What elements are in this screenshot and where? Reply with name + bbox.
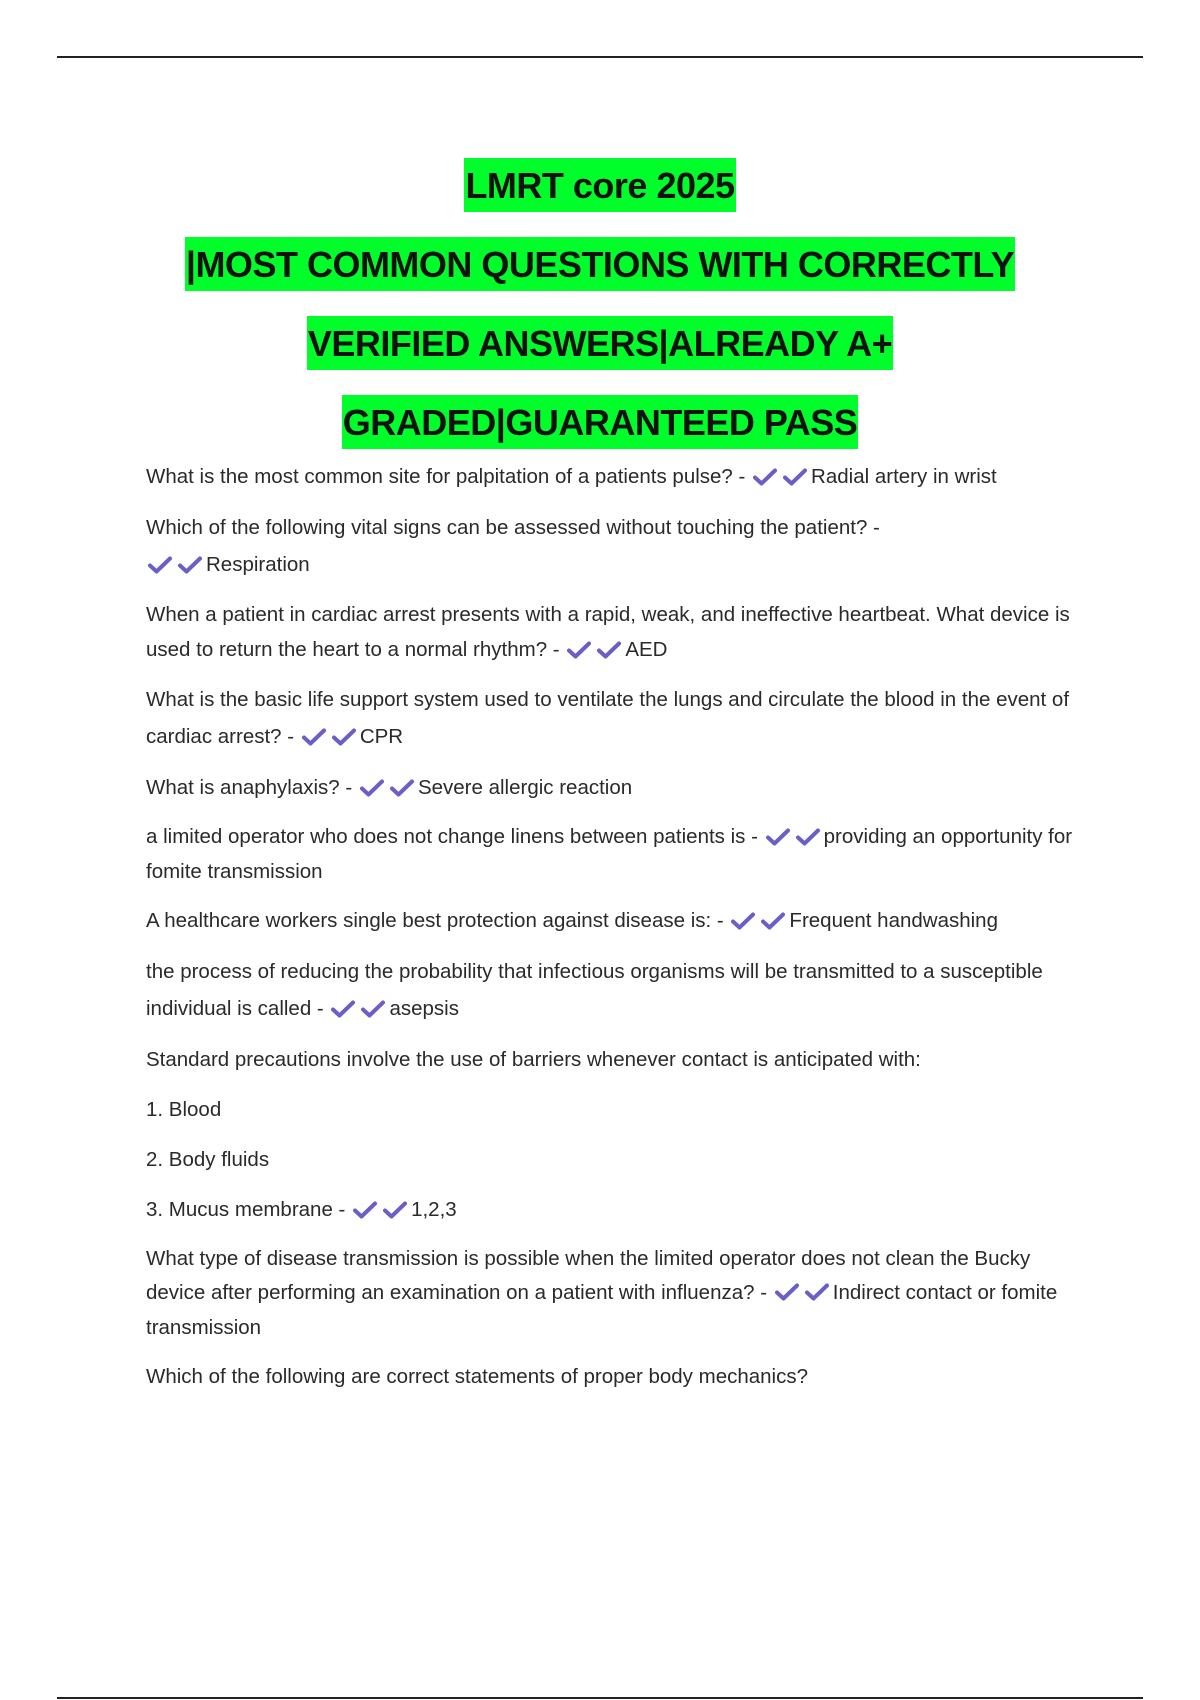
qa-item: [146, 458, 1086, 496]
list-item: 3. Mucus membrane -: [146, 1198, 352, 1222]
double-check-icon: [766, 819, 822, 853]
qa-item: [146, 953, 1086, 1028]
double-check-icon: [148, 545, 204, 582]
question-text: Which of the following are correct statements of proper body mechanics?: [146, 1364, 809, 1388]
question-text: What is the basic life support system used to ventilate the lungs and circulate the blood in the event of cardiac arrest? -: [146, 688, 1070, 749]
qa-item: [146, 1191, 1086, 1229]
answer-text: CPR: [359, 725, 404, 749]
question-text: a limited operator who does not change linens between patients is -: [146, 825, 764, 849]
title-line-2: |MOST COMMON QUESTIONS WITH CORRECTLY: [0, 224, 1200, 303]
qa-item: [146, 1242, 1086, 1345]
question-text: Which of the following vital signs can be assessed without touching the patient? -: [146, 516, 880, 540]
question-text: What is the most common site for palpitation of a patients pulse? -: [146, 465, 752, 488]
top-divider: [57, 56, 1143, 58]
double-check-icon: [731, 901, 787, 938]
question-text: When a patient in cardiac arrest presents with a rapid, weak, and ineffective heartbeat. What device is used to return the heart to a normal rhythm? -: [146, 603, 1070, 662]
bottom-divider: [57, 1697, 1143, 1699]
precautions-intro: Standard precautions involve the use of barriers whenever contact is anticipated with:: [146, 1048, 921, 1072]
title-line-1: LMRT core 2025: [0, 145, 1200, 224]
document-title: [0, 145, 1200, 461]
qa-item: [146, 820, 1086, 889]
title-line-4: GRADED|GUARANTEED PASS: [0, 382, 1200, 461]
answer-text: Respiration: [206, 553, 310, 577]
question-text: What is anaphylaxis? -: [146, 776, 358, 800]
qa-list: [146, 458, 1086, 1408]
answer-text: Radial artery in wrist: [811, 465, 997, 488]
double-check-icon: [753, 457, 809, 494]
list-item: 2. Body fluids: [146, 1148, 270, 1172]
list-item: 1. Blood: [146, 1098, 222, 1122]
qa-item: [146, 509, 1086, 584]
answer-text: asepsis: [389, 997, 459, 1021]
double-check-icon: [360, 768, 416, 805]
answer-text: Frequent handwashing: [789, 908, 998, 932]
qa-item: [146, 769, 1086, 807]
qa-item: [146, 597, 1086, 668]
answer-text: Indirect contact or fomite transmission: [146, 1281, 1058, 1339]
qa-item: [146, 681, 1086, 756]
title-line-3: VERIFIED ANSWERS|ALREADY A+: [0, 303, 1200, 382]
double-check-icon: [567, 631, 623, 666]
double-check-icon: [302, 717, 358, 754]
qa-item: [146, 902, 1086, 940]
question-text: What type of disease transmission is possible when the limited operator does not clean the Bucky device after performing an examination on a patient with influenza? -: [146, 1247, 1031, 1305]
double-check-icon: [331, 989, 387, 1026]
question-text: A healthcare workers single best protection against disease is: -: [146, 908, 730, 932]
answer-text: 1,2,3: [411, 1198, 457, 1222]
answer-text: AED: [625, 638, 668, 662]
double-check-icon: [353, 1190, 409, 1227]
answer-text: Severe allergic reaction: [417, 776, 633, 800]
question-text: the process of reducing the probability that infectious organisms will be transmitted to a susceptible individual is called -: [146, 960, 1043, 1021]
double-check-icon: [775, 1275, 831, 1309]
answer-text: providing an opportunity for fomite transmission: [146, 825, 1073, 883]
